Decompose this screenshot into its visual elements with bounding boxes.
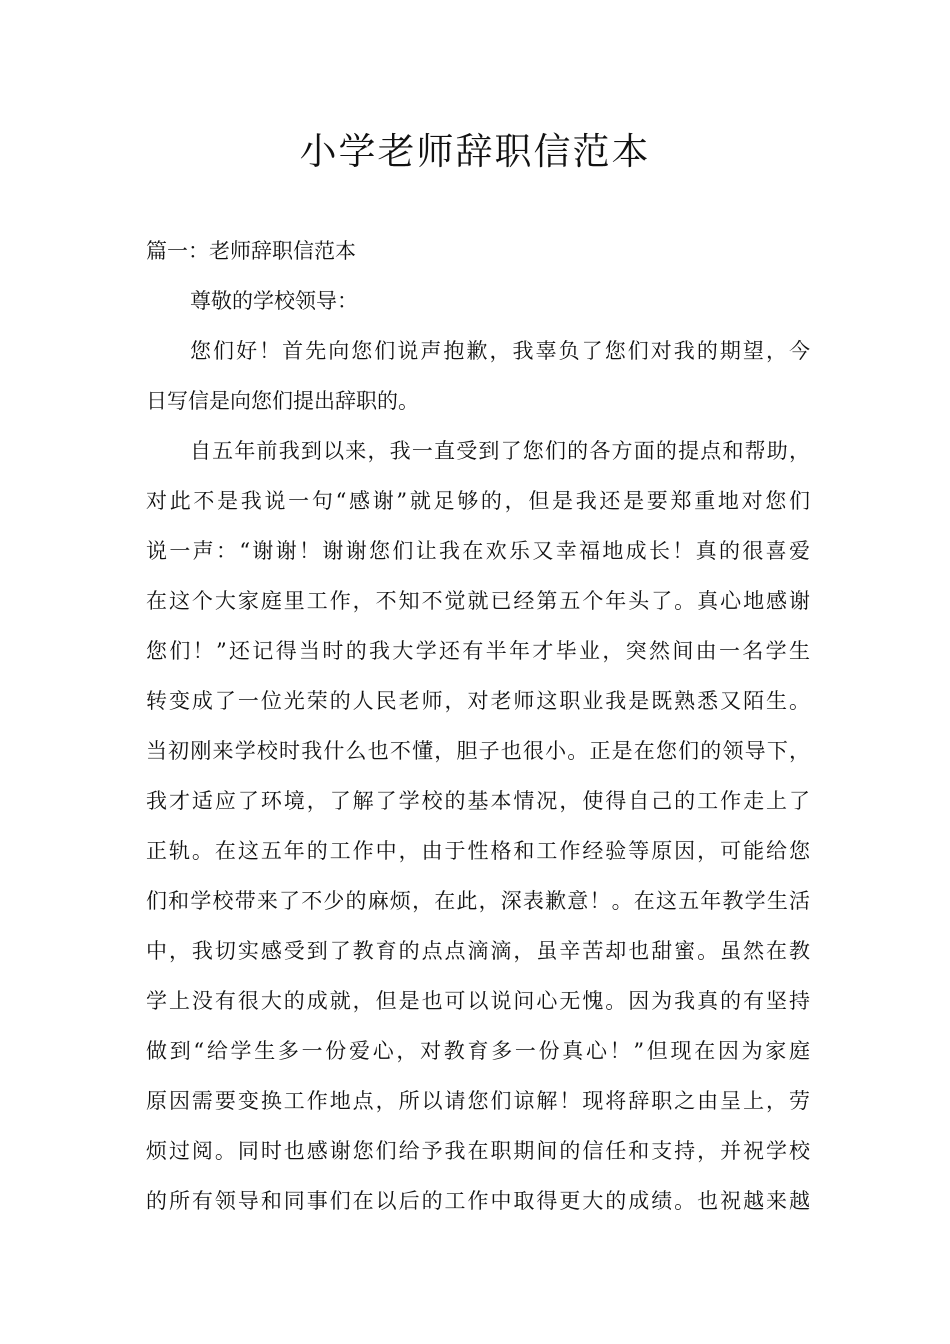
section-heading: 篇一：老师辞职信范本 bbox=[146, 239, 356, 263]
body-line: 正轨。在这五年的工作中，由于性格和工作经验等原因，可能给您 bbox=[146, 839, 810, 863]
body-line: 在这个大家庭里工作，不知不觉就已经第五个年头了。真心地感谢 bbox=[146, 589, 810, 613]
body-line: 我才适应了环境，了解了学校的基本情况，使得自己的工作走上了 bbox=[146, 789, 810, 813]
body-line: 自五年前我到以来，我一直受到了您们的各方面的提点和帮助， bbox=[190, 439, 810, 463]
body-line: 转变成了一位光荣的人民老师，对老师这职业我是既熟悉又陌生。 bbox=[146, 689, 810, 713]
salutation: 尊敬的学校领导： bbox=[190, 289, 358, 313]
body-line: 您们！”还记得当时的我大学还有半年才毕业，突然间由一名学生 bbox=[146, 639, 810, 663]
body-line: 您们好！首先向您们说声抱歉，我辜负了您们对我的期望，今 bbox=[190, 339, 810, 363]
document-title: 小学老师辞职信范本 bbox=[299, 130, 651, 173]
body-line: 做到“给学生多一份爱心，对教育多一份真心！”但现在因为家庭 bbox=[146, 1039, 810, 1063]
body-line: 原因需要变换工作地点，所以请您们谅解！现将辞职之由呈上，劳 bbox=[146, 1089, 810, 1113]
body-line: 当初刚来学校时我什么也不懂，胆子也很小。正是在您们的领导下， bbox=[146, 739, 810, 763]
body-line: 们和学校带来了不少的麻烦，在此，深表歉意！。在这五年教学生活 bbox=[146, 889, 810, 913]
body-line: 烦过阅。同时也感谢您们给予我在职期间的信任和支持，并祝学校 bbox=[146, 1139, 810, 1163]
body-line: 中，我切实感受到了教育的点点滴滴，虽辛苦却也甜蜜。虽然在教 bbox=[146, 939, 810, 963]
body-line: 的所有领导和同事们在以后的工作中取得更大的成绩。也祝越来越 bbox=[146, 1189, 810, 1213]
body-line: 学上没有很大的成就，但是也可以说问心无愧。因为我真的有坚持 bbox=[146, 989, 810, 1013]
body-line: 对此不是我说一句“感谢”就足够的，但是我还是要郑重地对您们 bbox=[146, 489, 810, 513]
body-line: 日写信是向您们提出辞职的。 bbox=[146, 389, 419, 413]
body-line: 说一声：“谢谢！谢谢您们让我在欢乐又幸福地成长！真的很喜爱 bbox=[146, 539, 810, 563]
